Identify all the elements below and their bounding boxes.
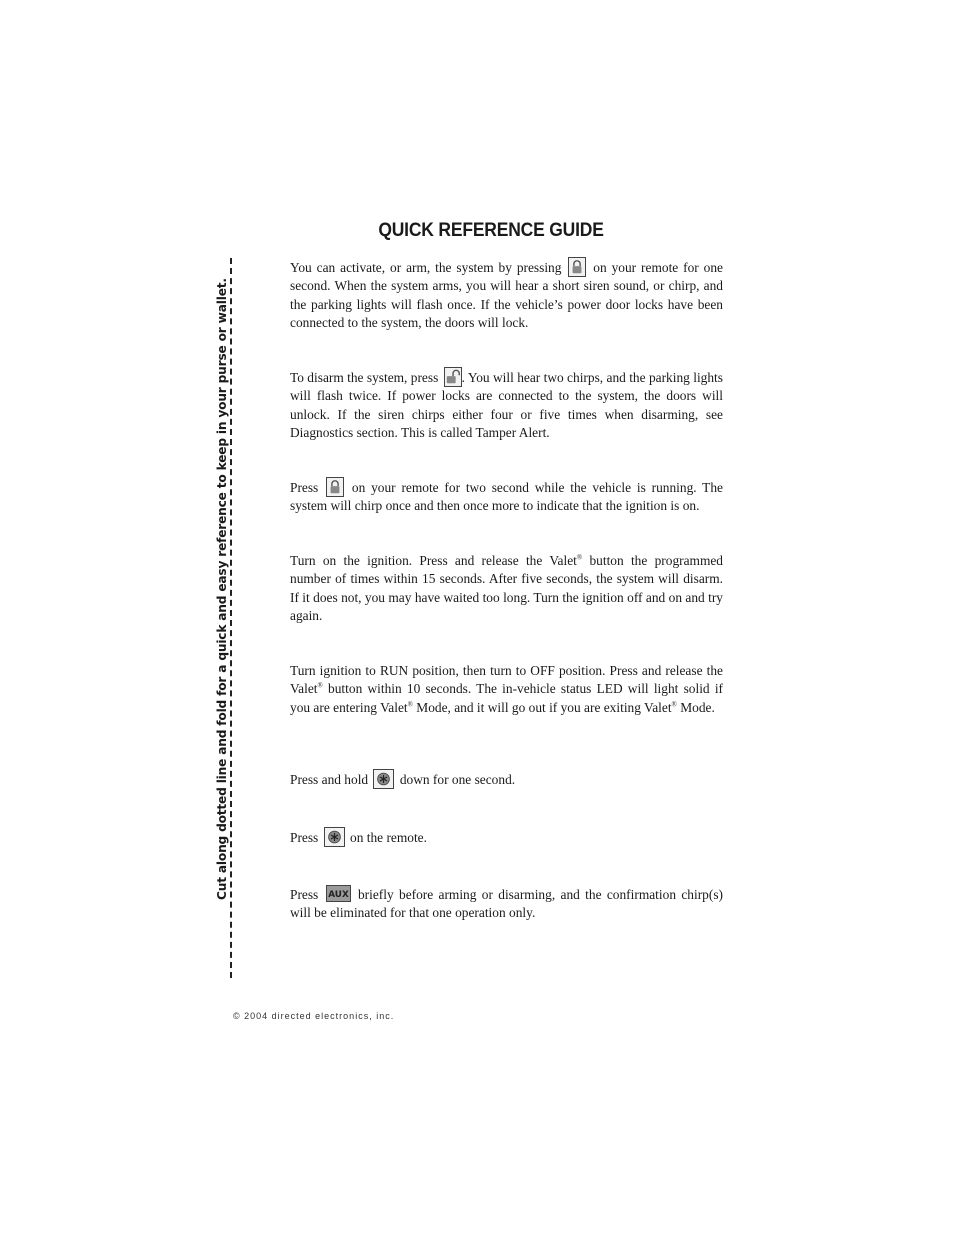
disarm-paragraph	[290, 369, 723, 442]
override-text-2: button the programmed number of times within 15 seconds. After five seconds, the system will disarm. If it does not, you may have waited too long. Turn the ignition off and on and try again.	[290, 553, 724, 623]
arm-text-after: on your remote for one second. When the system arms, you will hear a short siren sound, or chirp, and the parking lights will flash once. If the vehicle’s power door locks have been connected to the system, the doors will lock.	[290, 260, 723, 330]
panic-text-before: Press and hold	[290, 772, 369, 787]
copyright-notice: © 2004 directed electronics, inc.	[233, 1011, 395, 1021]
fold-instruction: Cut along dotted line and fold for a quick and easy reference to keep in your purse or wallet.	[215, 278, 229, 900]
valet-text-3: Mode, and it will go out if you are exiting Valet	[412, 699, 672, 715]
arm-text-before: You can activate, or arm, the system by pressing	[290, 260, 562, 275]
lock-icon	[568, 257, 586, 277]
silent-paragraph	[290, 886, 723, 923]
silent-text-before: Press	[290, 887, 319, 902]
panic-text-after: down for one second.	[399, 772, 516, 787]
ignition-text-after: on your remote for two second while the vehicle is running. The system will chirp once and then once more to indicate that the ignition is on.	[290, 480, 723, 514]
override-text-1: Turn on the ignition. Press and release the Valet	[290, 553, 577, 568]
registered-mark: ®	[576, 553, 583, 562]
valet-text-2: button within 10 seconds. The in-vehicle status LED will light solid if you are entering Valet	[290, 681, 723, 715]
unlock-icon	[444, 367, 462, 387]
ignition-text-before: Press	[290, 480, 319, 495]
lock-icon	[326, 477, 344, 497]
silent-text-after: briefly before arming or disarming, and the confirmation chirp(s) will be eliminated for that one operation only.	[290, 887, 723, 921]
panic-off-text-before: Press	[290, 830, 319, 845]
valet-text-1: Turn ignition to RUN position, then turn to OFF position. Press and release the Valet	[290, 663, 723, 697]
disarm-text-before: To disarm the system, press	[290, 370, 439, 385]
page-title: QUICK REFERENCE GUIDE	[378, 220, 604, 241]
aux-button-label: AUX	[327, 890, 349, 901]
panic-off-text-after: on the remote.	[350, 830, 427, 845]
panic-off-paragraph	[290, 829, 723, 847]
aux-button-icon	[326, 885, 351, 902]
registered-mark: ®	[671, 700, 677, 709]
arm-paragraph	[290, 259, 723, 332]
panic-paragraph	[290, 771, 723, 789]
cut-dotted-line	[230, 258, 232, 978]
valet-paragraph	[290, 662, 723, 717]
ignition-paragraph	[290, 479, 723, 516]
registered-mark: ®	[407, 700, 413, 709]
disarm-text-after: . You will hear two chirps, and the parking lights will flash twice. If power locks are connected to the system, the doors will unlock. If the siren chirps either four or five times when disarming, see Diagnostics section. This is called Tamper Alert.	[290, 370, 723, 440]
valet-text-4: Mode.	[676, 699, 715, 715]
star-button-icon	[373, 769, 394, 789]
star-button-icon	[324, 827, 345, 847]
registered-mark: ®	[317, 681, 323, 690]
override-paragraph	[290, 552, 723, 625]
